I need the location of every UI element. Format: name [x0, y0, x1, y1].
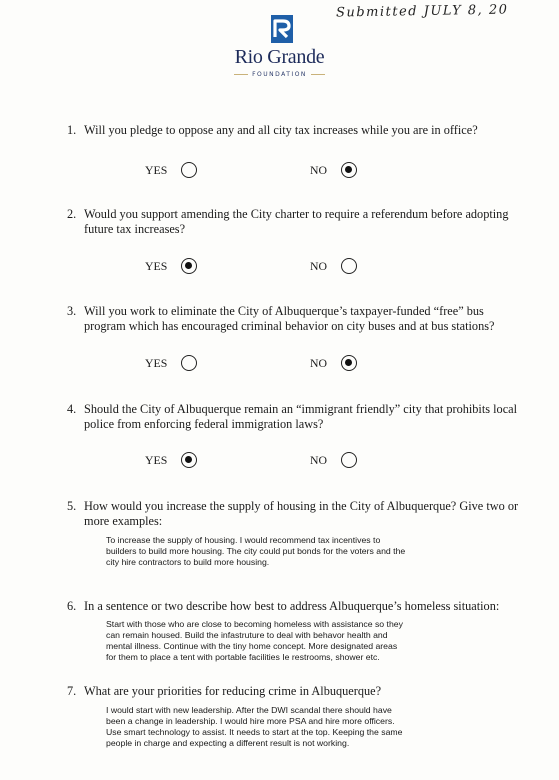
- radio-button-selected[interactable]: [181, 452, 197, 468]
- question-text: Will you work to eliminate the City of Albuquerque’s taxpayer-funded “free” bus program which has encouraged criminal behavior on city buses and at bus stations?: [84, 304, 495, 333]
- q3-option-no[interactable]: [310, 355, 357, 371]
- option-label: YES: [145, 162, 168, 177]
- question-number: 5.: [67, 499, 77, 513]
- question-text: Will you pledge to oppose any and all city tax increases while you are in office?: [84, 123, 478, 137]
- question-2: [67, 207, 527, 237]
- question-4: [67, 402, 527, 432]
- q3-option-yes[interactable]: [145, 355, 197, 371]
- question-text: How would you increase the supply of housing in the City of Albuquerque? Give two or more examples:: [84, 499, 519, 528]
- option-label: NO: [310, 452, 328, 467]
- radio-button-selected[interactable]: [341, 162, 357, 178]
- answer-7: I would start with new leadership. After the DWI scandal there should have been a change in leadership. I would hire more PSA and hire more officers. Use smart technology to assist. It needs to start at the top. Keeping the same people in charge and expecting a different result is not working.: [106, 705, 403, 748]
- answer-6: Start with those who are close to becoming homeless with assistance so they can remain housed. Build the infastruture to deal with behavor health and mental illness. Continue with the tiny home concept. More designated areas for them to place a tent with portable facilities Ie restrooms, shower etc.: [106, 619, 403, 662]
- option-label: YES: [145, 452, 168, 467]
- rio-grande-r-logo-icon: [271, 15, 293, 43]
- question-6: [67, 599, 527, 614]
- question-3: [67, 304, 527, 334]
- option-label: YES: [145, 355, 168, 370]
- organization-subtitle: FOUNDATION: [0, 71, 559, 78]
- question-text: Would you support amending the City charter to require a referendum before adopting future tax increases?: [84, 207, 509, 236]
- radio-button-unselected[interactable]: [341, 258, 357, 274]
- handwritten-submission-note: Submitted JULY 8, 20: [335, 2, 509, 21]
- question-number: 1.: [67, 123, 77, 137]
- question-number: 4.: [67, 402, 77, 416]
- option-label: NO: [310, 355, 328, 370]
- question-7: [67, 684, 527, 699]
- question-text: What are your priorities for reducing crime in Albuquerque?: [84, 684, 382, 698]
- q1-option-no[interactable]: [310, 162, 357, 178]
- question-number: 7.: [67, 684, 77, 698]
- q2-option-no[interactable]: [310, 258, 357, 274]
- question-5: [67, 499, 527, 529]
- question-text: In a sentence or two describe how best to address Albuquerque’s homeless situation:: [84, 599, 500, 613]
- radio-button-selected[interactable]: [181, 258, 197, 274]
- q1-option-yes[interactable]: [145, 162, 197, 178]
- question-1: [67, 123, 527, 138]
- q2-option-yes[interactable]: [145, 258, 197, 274]
- question-number: 2.: [67, 207, 77, 221]
- q4-option-no[interactable]: [310, 452, 357, 468]
- q4-option-yes[interactable]: [145, 452, 197, 468]
- answer-5: To increase the supply of housing. I would recommend tax incentives to builders to build more housing. The city could put bonds for the voters and the city hire contractors to build more housing.: [106, 535, 406, 567]
- radio-button-unselected[interactable]: [181, 162, 197, 178]
- question-text: Should the City of Albuquerque remain an “immigrant friendly” city that prohibits local police from enforcing federal immigration laws?: [84, 402, 518, 431]
- option-label: YES: [145, 258, 168, 273]
- radio-button-unselected[interactable]: [341, 452, 357, 468]
- question-number: 3.: [67, 304, 77, 318]
- organization-name: Rio Grande: [234, 46, 325, 68]
- option-label: NO: [310, 162, 328, 177]
- radio-button-selected[interactable]: [341, 355, 357, 371]
- option-label: NO: [310, 258, 328, 273]
- radio-button-unselected[interactable]: [181, 355, 197, 371]
- question-number: 6.: [67, 599, 77, 613]
